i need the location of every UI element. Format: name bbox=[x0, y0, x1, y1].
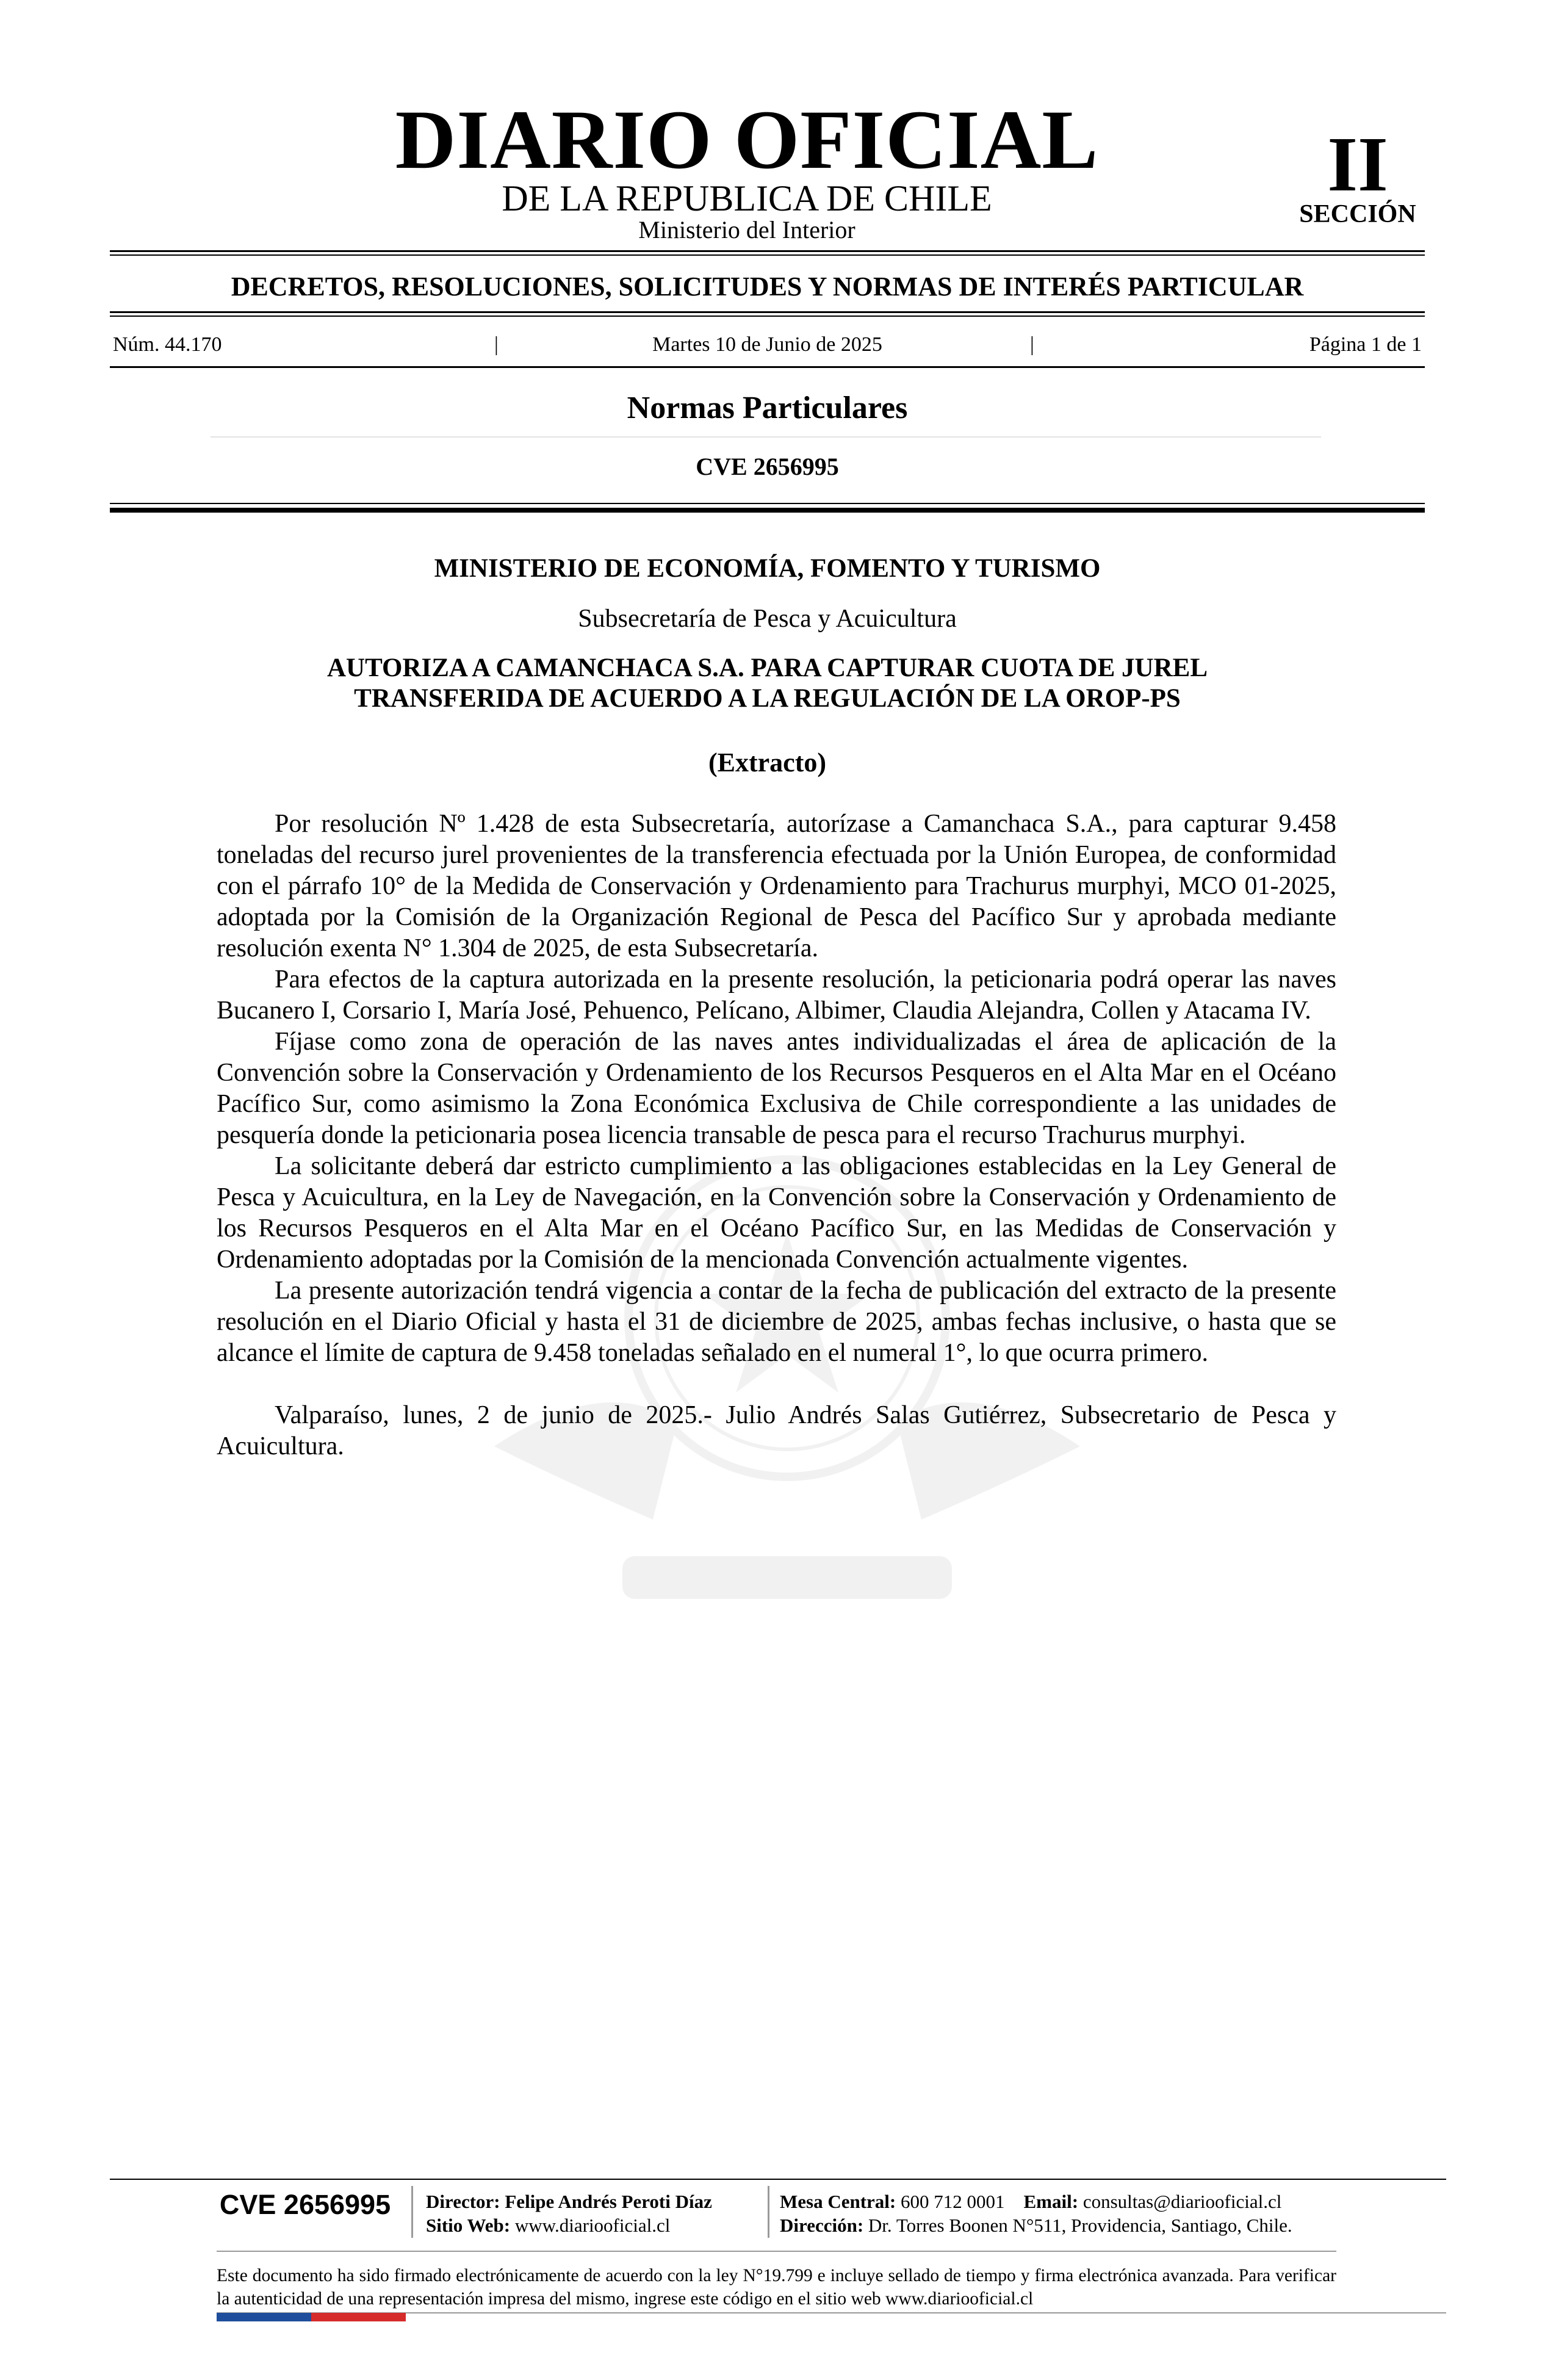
issuing-ministry: MINISTERIO DE ECONOMÍA, FOMENTO Y TURISMO bbox=[434, 554, 1101, 583]
address-label: Dirección: bbox=[780, 2215, 864, 2236]
rule-divider bbox=[110, 366, 1425, 368]
phone-number: 600 712 0001 bbox=[901, 2191, 1005, 2212]
resolution-title-line: TRANSFERIDA DE ACUERDO A LA REGULACIÓN DE LA OROP-PS bbox=[354, 684, 1181, 713]
body-paragraph: La solicitante deberá dar estricto cumplimiento a las obligaciones establecidas en la Ley General de Pesca y Acuicultura, en la Ley de Navegación, en la Convención sobre la Conservación y Ordenamiento de los Recursos Pesqueros en el Alta Mar en el Océano Pacífico Sur, en las Medidas de Conservación y Ordenamiento adoptadas por la Comisión de la mencionada Convención actualmente vigentes. bbox=[217, 1152, 1336, 1274]
flag-stripe-red bbox=[311, 2313, 406, 2321]
footer-signature-note: Este documento ha sido firmado electrónicamente de acuerdo con la ley N°19.799 e incluye sellado de tiempo y firma electrónica avanzada. Para verificar la autenticidad de una representación impresa del mismo, ingrese este código en el sitio web www.diariooficial.cl bbox=[217, 2266, 1336, 2309]
extract-label: (Extracto) bbox=[708, 748, 826, 777]
resolution-title-line: AUTORIZA A CAMANCHACA S.A. PARA CAPTURAR CUOTA DE JUREL bbox=[326, 654, 1208, 682]
body-paragraph: Por resolución Nº 1.428 de esta Subsecretaría, autorízase a Camanchaca S.A., para capturar 9.458 toneladas del recurso jurel provenientes de la transferencia efectuada por la Unión Europea, de conformidad con el párrafo 10° de la Medida de Conservación y Ordenamiento para Trachurus murphyi, MCO 01-2025, adoptada por la Comisión de la Organización Regional de Pesca del Pacífico Sur y aprobada mediante resolución exenta N° 1.304 de 2025, de esta Subsecretaría. bbox=[217, 810, 1336, 962]
footer-contact-right bbox=[780, 2190, 1292, 2237]
footer-contact-left bbox=[426, 2190, 712, 2237]
rule-divider bbox=[110, 311, 1425, 313]
rule-divider bbox=[110, 316, 1425, 317]
rule-divider bbox=[110, 508, 1425, 513]
section-number: II bbox=[1327, 121, 1388, 207]
issue-page: Página 1 de 1 bbox=[1309, 333, 1422, 356]
website-link[interactable]: www.diariooficial.cl bbox=[514, 2215, 671, 2236]
rule-divider bbox=[110, 250, 1425, 252]
email-label: Email: bbox=[1023, 2191, 1079, 2212]
signature-paragraph: Valparaíso, lunes, 2 de junio de 2025.- Julio Andrés Salas Gutiérrez, Subsecretario de Pesca y Acuicultura. bbox=[217, 1401, 1336, 1460]
address-text: Dr. Torres Boonen N°511, Providencia, Santiago, Chile. bbox=[868, 2215, 1292, 2236]
director-name: Felipe Andrés Peroti Díaz bbox=[505, 2191, 712, 2212]
body-paragraph: Para efectos de la captura autorizada en la presente resolución, la peticionaria podrá operar las naves Bucanero I, Corsario I, María José, Pehuenco, Pelícano, Albimer, Claudia Alejandra, Collen y Atacama IV. bbox=[217, 965, 1336, 1025]
flag-stripe-blue bbox=[217, 2313, 311, 2321]
footer-inner-rule bbox=[217, 2251, 1336, 2252]
category-heading: DECRETOS, RESOLUCIONES, SOLICITUDES Y NORMAS DE INTERÉS PARTICULAR bbox=[231, 272, 1304, 301]
phone-label: Mesa Central: bbox=[780, 2191, 896, 2212]
newspaper-title: DIARIO OFICIAL bbox=[395, 93, 1099, 186]
newspaper-subtitle: DE LA REPUBLICA DE CHILE bbox=[502, 178, 992, 218]
newspaper-ministry: Ministerio del Interior bbox=[638, 216, 855, 243]
issue-separator: | bbox=[1030, 333, 1034, 356]
issuing-subsecretaria: Subsecretaría de Pesca y Acuicultura bbox=[578, 605, 957, 633]
rule-divider bbox=[110, 503, 1425, 504]
director-label: Director: bbox=[426, 2191, 500, 2212]
footer-separator bbox=[411, 2186, 413, 2238]
section-title: Normas Particulares bbox=[627, 391, 908, 425]
issue-number: Núm. 44.170 bbox=[113, 333, 222, 356]
website-label: Sitio Web: bbox=[426, 2215, 511, 2236]
email-address[interactable]: consultas@diariooficial.cl bbox=[1082, 2191, 1282, 2212]
footer-rule bbox=[110, 2179, 1446, 2180]
issue-separator: | bbox=[494, 333, 499, 356]
body-paragraph: La presente autorización tendrá vigencia a contar de la fecha de publicación del extracto de la presente resolución en el Diario Oficial y hasta el 31 de diciembre de 2025, ambas fechas inclusive, o hasta que se alcance el límite de captura de 9.458 toneladas señalado en el numeral 1°, lo que ocurra primero. bbox=[217, 1277, 1336, 1367]
body-paragraph: Fíjase como zona de operación de las naves antes individualizadas el área de aplicación de la Convención sobre la Conservación y Ordenamiento de los Recursos Pesqueros en el Alta Mar en el Océano Pacífico Sur, como asimismo la Zona Económica Exclusiva de Chile correspondiente a las unidades de pesquería donde la peticionaria posea licencia transable de pesca para el recurso Trachurus murphyi. bbox=[217, 1028, 1336, 1149]
footer-separator bbox=[768, 2186, 769, 2238]
section-label: SECCIÓN bbox=[1299, 200, 1416, 228]
rule-divider bbox=[110, 254, 1425, 256]
cve-code: CVE 2656995 bbox=[696, 453, 839, 480]
resolution-body bbox=[217, 809, 1336, 1462]
footer-cve-code: CVE 2656995 bbox=[219, 2189, 391, 2220]
section-title-underline bbox=[211, 436, 1321, 438]
resolution-title bbox=[183, 653, 1352, 715]
issue-date: Martes 10 de Junio de 2025 bbox=[652, 333, 882, 356]
